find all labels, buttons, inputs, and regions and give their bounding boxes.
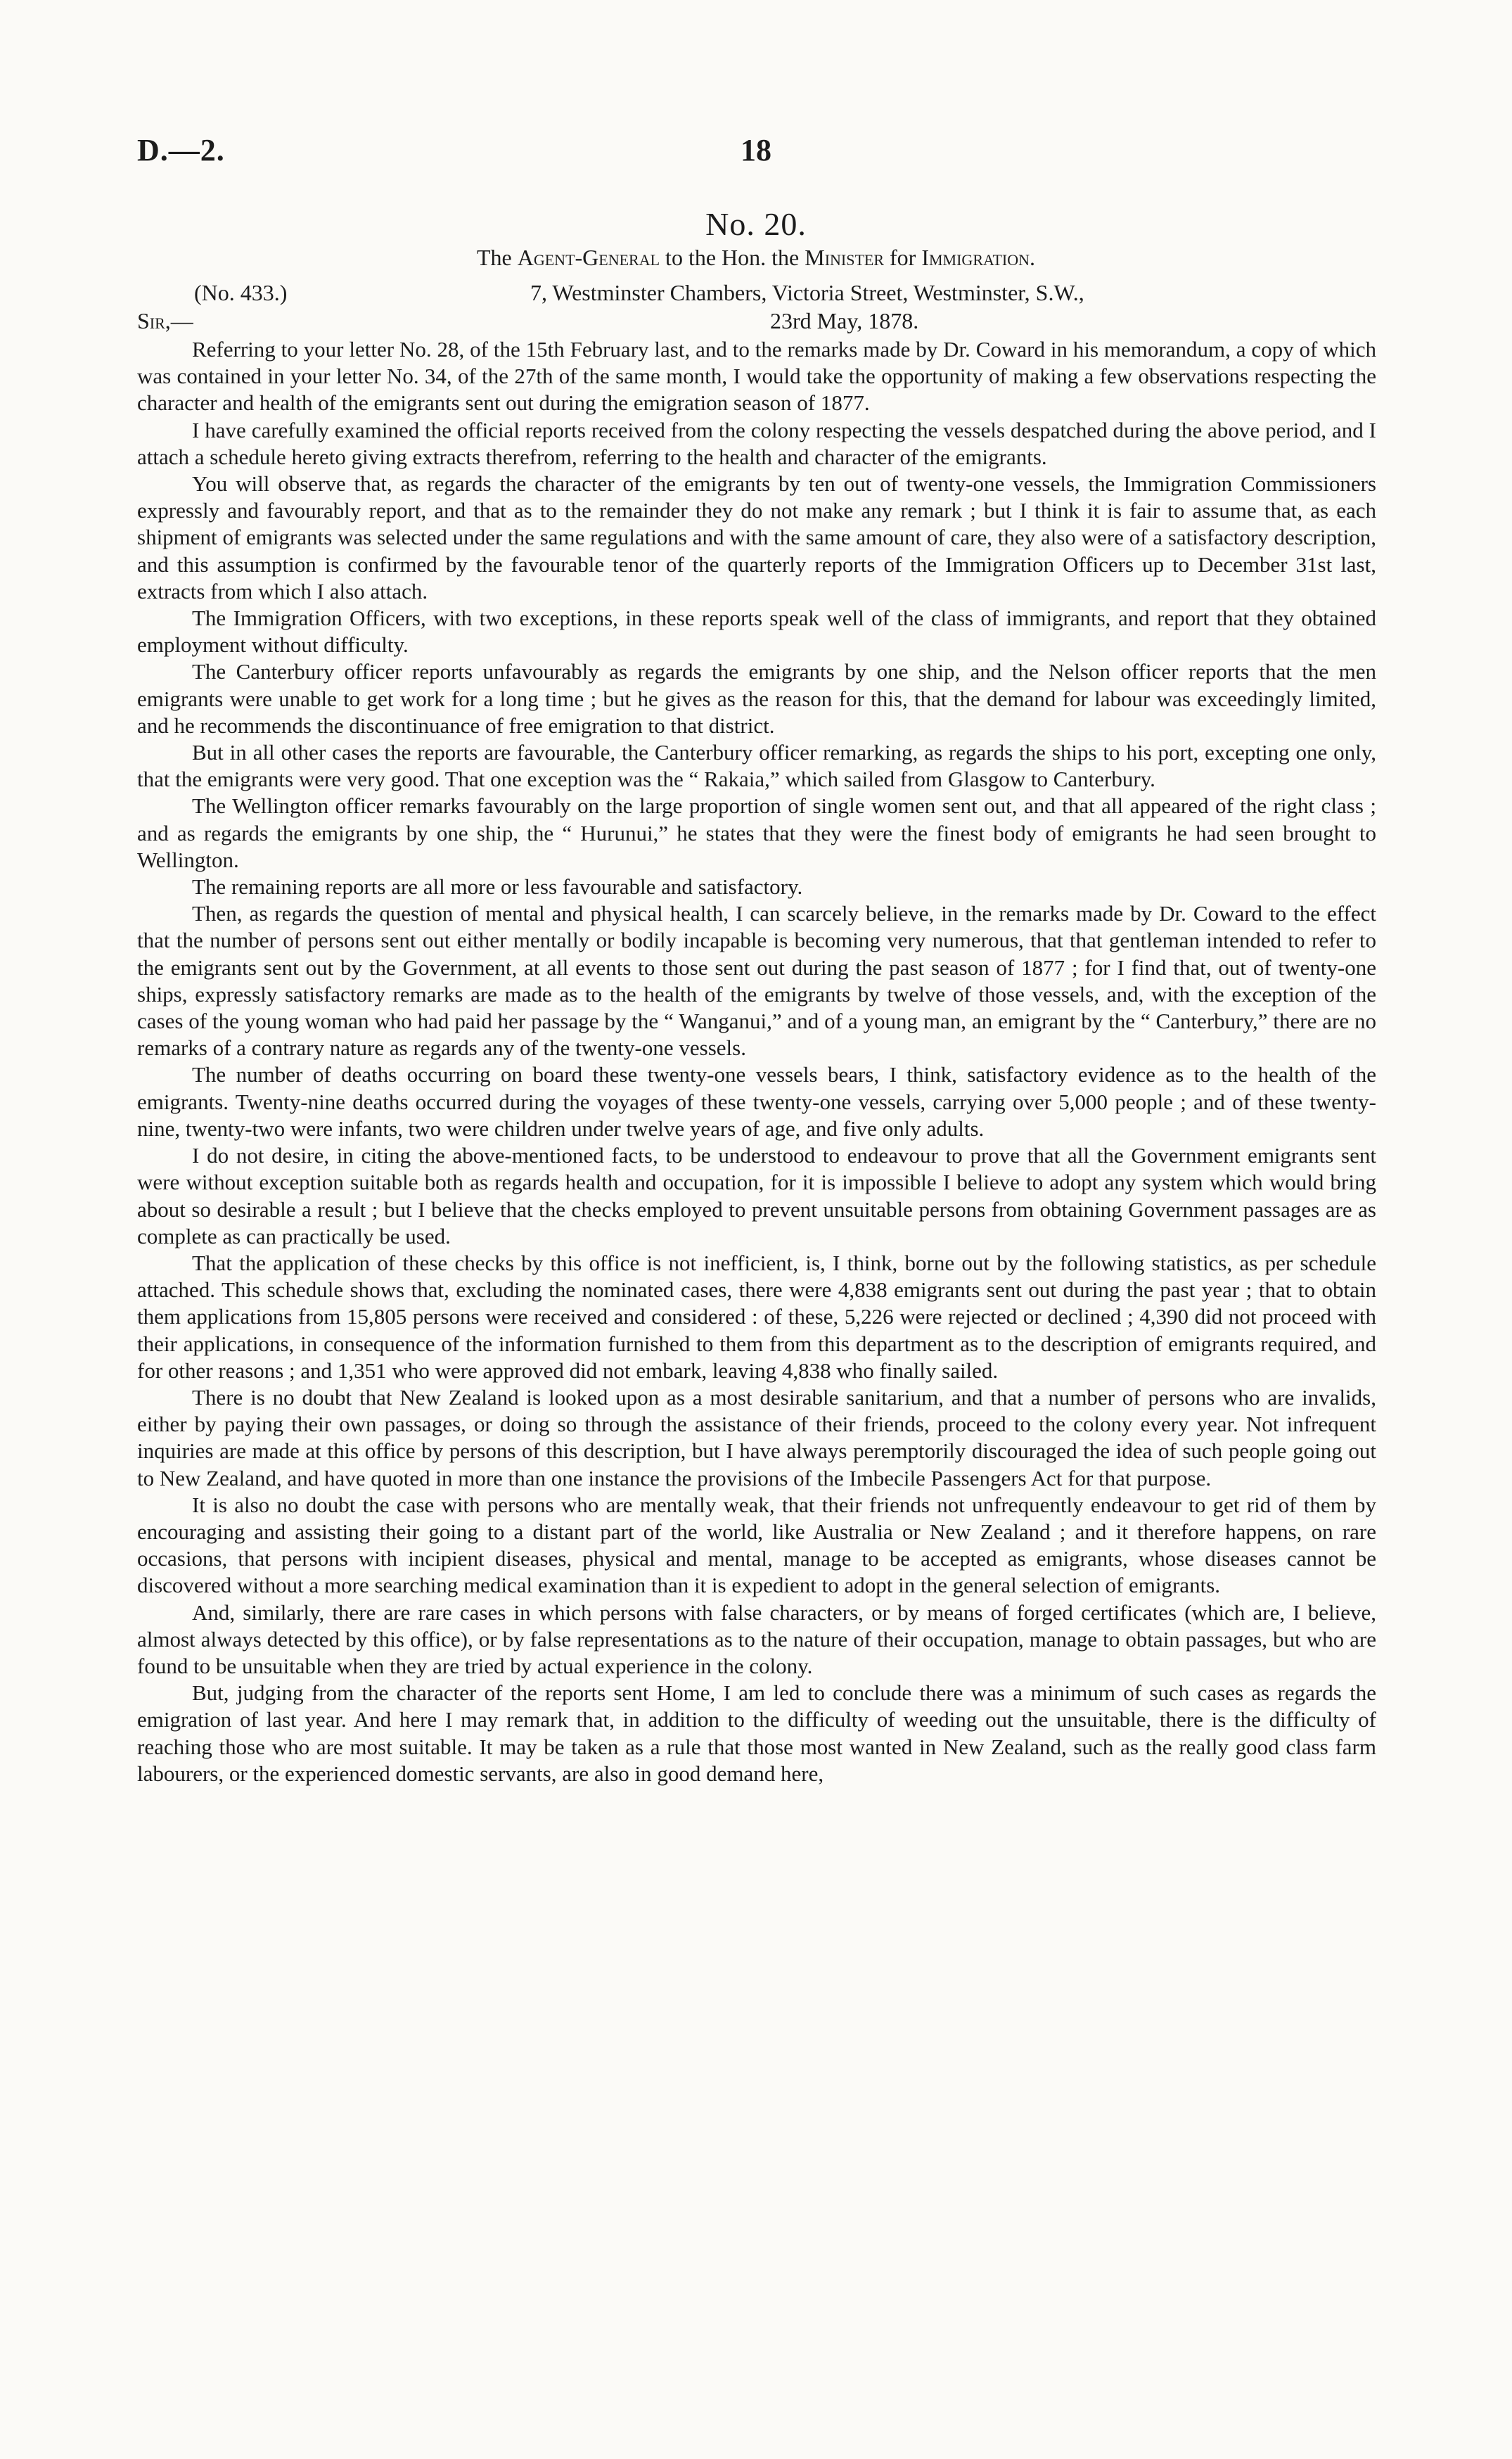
body-paragraph: But in all other cases the reports are favourable, the Canterbury officer remarking, as regards the ships to his port, excepting one only, that the emigrants were very good. That one exception was the “ Rakaia,” which sailed from Glasgow to Canterbury. [137, 740, 1376, 792]
body-paragraph: That the application of these checks by this office is not inefficient, is, I think, borne out by the following statistics, as per schedule attached. This schedule shows that, excluding the nominated cases, there were 4,838 emigrants sent out during the past year ; that to obtain them applications from 15,805 persons were received and considered : of these, 5,226 were rejected or declined ; 4,390 did not proceed with their applications, in consequence of the information furnished to them from this department as to the description of emigrants required, and for other reasons ; and 1,351 who were approved did not embark, leaving 4,838 who finally sailed. [137, 1250, 1376, 1383]
body-paragraph: And, similarly, there are rare cases in which persons with false characters, or by means of forged certificates (which are, I believe, almost always detected by this office), or by false representations as to the nature of their occupation, manage to obtain passages, but who are found to be unsuitable when they are tried by actual experience in the colony. [137, 1599, 1376, 1678]
body-paragraph: There is no doubt that New Zealand is looked upon as a most desirable sanitarium, and that a number of persons who are invalids, either by paying their own passages, or doing so through the assistance of their friends, proceed to the colony every year. Not infrequent inquiries are made at this office by persons of this description, but I have always peremptorily discouraged the idea of such people going out to New Zealand, and have quoted in more than one instance the provisions of the Imbecile Passengers Act for that purpose. [137, 1384, 1376, 1490]
body-paragraph: Then, as regards the question of mental and physical health, I can scarcely believe, in the remarks made by Dr. Coward to the effect that the number of persons sent out either mentally or bodily incapable is becoming very numerous, that that gentleman intended to refer to the emigrants sent out by the Government, at all events to those sent out during the past season of 1877 ; for I find that, out of twenty-one ships, expressly satisfactory remarks are made as to the health of the emigrants by twelve of those vessels, and, with the exception of the cases of the young woman who had paid her passage by the “ Wanganui,” and of a young man, an emigrant by the “ Canterbury,” there are no remarks of a contrary nature as regards any of the twenty-one vessels. [137, 901, 1376, 1061]
letter-body [137, 336, 1376, 1787]
address-line [194, 280, 1375, 308]
body-paragraph: The remaining reports are all more or less favourable and satisfactory. [192, 874, 803, 900]
body-paragraph: The Canterbury officer reports unfavourably as regards the emigrants by one ship, and the Nelson officer reports that the men emigrants were unable to get work for a long time ; but he gives as the reason for this, that the demand for labour was exceedingly limited, and he recommends the discontinuance of free emigration to that district. [137, 659, 1376, 738]
correspondent-from: Agent-General [517, 245, 660, 270]
body-paragraph: I have carefully examined the official reports received from the colony respecting the vessels despatched during the above period, and I attach a schedule hereto giving extracts therefrom, referring to the health and character of the emigrants. [137, 417, 1376, 469]
correspondent-to-title: Minister [805, 245, 885, 270]
letter-number: No. 20. [705, 206, 807, 242]
letter-date: 23rd May, 1878. [770, 308, 919, 333]
sender-address: 7, Westminster Chambers, Victoria Street, Westminster, S.W., [530, 280, 1084, 305]
body-paragraph: But, judging from the character of the reports sent Home, I am led to conclude there was a minimum of such cases as regards the emigration of last year. And here I may remark that, in addition to the difficulty of weeding out the unsuitable, there is the difficulty of reaching those who are most suitable. It may be taken as a rule that those most wanted in New Zealand, such as the really good class farm labourers, or the experienced domestic servants, are also in good demand here, [137, 1680, 1376, 1786]
body-paragraph: You will observe that, as regards the character of the emigrants by ten out of twenty-one vessels, the Immigration Commissioners expressly and favourably report, and that as to the remainder they do not make any remark ; but I think it is fair to assume that, as each shipment of emigrants was selected under the same regulations and with the same amount of care, they also were of a satisfactory description, and this assumption is confirmed by the favourable tenor of the quarterly reports of the Immigration Officers up to December 31st last, extracts from which I also attach. [137, 471, 1376, 603]
correspondent-to-department: Immigration [921, 245, 1030, 270]
correspondents-for: for [884, 245, 922, 270]
letter-correspondents [0, 245, 1512, 271]
correspondents-prefix: The [477, 245, 518, 270]
correspondents-suffix: . [1029, 245, 1035, 270]
correspondents-middle: to the Hon. the [660, 245, 805, 270]
body-paragraph: It is also no doubt the case with persons who are mentally weak, that their friends not unfrequently endeavour to get rid of them by encouraging and assisting their going to a distant part of the world, like Australia or New Zealand ; and it therefore happens, on rare occasions, that persons with incipient diseases, physical and mental, manage to be accepted as emigrants, whose diseases cannot be discovered without a more searching medical examination than it is expedient to adopt in the general selection of emigrants. [137, 1492, 1376, 1598]
body-paragraph: Referring to your letter No. 28, of the 15th February last, and to the remarks made by Dr. Coward in his memorandum, a copy of which was contained in your letter No. 34, of the 27th of the same month, I would take the opportunity of making a few observations respecting the character and health of the emigrants sent out during the emigration season of 1877. [137, 337, 1376, 416]
body-paragraph: The Immigration Officers, with two exceptions, in these reports speak well of the class of immigrants, and report that they obtained employment without difficulty. [137, 606, 1376, 658]
document-code: D.—2. [137, 133, 225, 167]
body-paragraph: The number of deaths occurring on board these twenty-one vessels bears, I think, satisfactory evidence as to the health of the emigrants. Twenty-nine deaths occurred during the voyages of these twenty-one vessels, carrying over 5,000 people ; and of these twenty-nine, twenty-two were infants, two were children under twelve years of age, and five only adults. [137, 1062, 1376, 1141]
running-head [137, 132, 1375, 174]
body-paragraph: I do not desire, in citing the above-mentioned facts, to be understood to endeavour to prove that all the Government emigrants sent were without exception suitable both as regards health and occupation, for it is impossible I believe to adopt any system which would bring about so desirable a result ; but I believe that the checks employed to prevent unsuitable persons from obtaining Government passages are as complete as can practically be used. [137, 1143, 1376, 1248]
reference-number: (No. 433.) [194, 280, 288, 305]
page-number: 18 [741, 133, 771, 167]
body-paragraph: The Wellington officer remarks favourably on the large proportion of single women sent out, and that all appeared of the right class ; and as regards the emigrants by one ship, the “ Hurunui,” he states that they were the finest body of emigrants he had seen brought to Wellington. [137, 793, 1376, 872]
salutation: Sir,— [137, 308, 193, 333]
